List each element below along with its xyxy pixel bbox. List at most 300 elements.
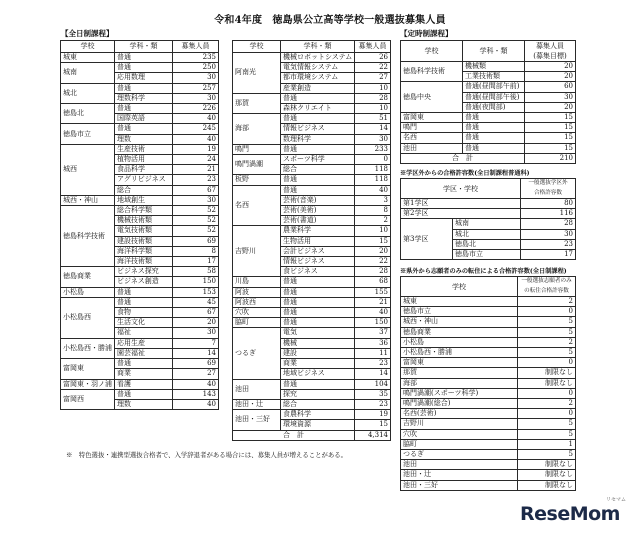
count-cell: 40	[355, 185, 391, 195]
dept-cell: 普通	[281, 185, 355, 195]
table-row	[233, 53, 391, 63]
table-row	[401, 337, 576, 347]
header-dept: 学科・類	[115, 41, 173, 53]
out-of-prefecture-body	[401, 297, 576, 491]
dept-cell: 森林クリエイト	[281, 104, 355, 114]
table-row	[61, 287, 219, 297]
count-cell: 11	[355, 348, 391, 358]
school-cell: 小松島	[401, 337, 518, 347]
count-cell: 26	[355, 53, 391, 63]
dept-cell: 食物	[115, 308, 173, 318]
dept-cell: 環境資源	[281, 420, 355, 430]
school-cell: 徳島科学技術	[401, 62, 463, 82]
count-cell: 155	[355, 287, 391, 297]
table-row	[233, 318, 391, 328]
count-cell: 68	[355, 277, 391, 287]
school-cell: 富岡東	[61, 359, 115, 379]
school-cell: 池田	[401, 460, 518, 470]
count-cell: 35	[355, 389, 391, 399]
dept-cell: 普通	[115, 359, 173, 369]
dept-cell: 生活文化	[115, 318, 173, 328]
dept-cell: 福祉	[115, 328, 173, 338]
table-row	[401, 378, 576, 388]
count-cell: 0	[355, 155, 391, 165]
table-row	[61, 104, 219, 114]
school-cell: 富岡東・羽ノ浦	[61, 379, 115, 389]
dept-cell: 芸術(音楽)	[281, 195, 355, 205]
header-school: 学校	[401, 277, 518, 297]
dept-cell: 海洋技術類	[115, 257, 173, 267]
dept-cell: 芸術(美術)	[281, 206, 355, 216]
school-cell: 徳島商業	[401, 327, 518, 337]
table-row	[401, 219, 576, 229]
total-value: 210	[525, 153, 576, 163]
count-cell: 22	[355, 63, 391, 73]
total-label: 合 計	[401, 153, 525, 163]
header-count	[518, 277, 576, 297]
header-dept: 学科・類	[463, 41, 525, 62]
dept-cell: 農業科学	[281, 226, 355, 236]
table-row	[61, 338, 219, 348]
dept-cell: 会計ビジネス	[281, 246, 355, 256]
school-cell: 徳島科学技術	[61, 206, 115, 267]
count-cell: 制限なし	[518, 368, 576, 378]
count-cell: 30	[355, 134, 391, 144]
dept-cell: 普通	[281, 93, 355, 103]
school-cell: 吉野川	[233, 226, 281, 277]
count-cell: 15	[525, 113, 576, 123]
school-cell: 海部	[401, 378, 518, 388]
dept-cell: 電気	[281, 328, 355, 338]
table-row	[401, 199, 576, 209]
table-row	[61, 63, 219, 73]
count-cell: 23	[521, 239, 576, 249]
table-row	[61, 267, 219, 277]
school-cell: 那賀	[233, 93, 281, 113]
school-cell: 小松島	[61, 287, 115, 297]
count-cell: 28	[521, 219, 576, 229]
table-row	[401, 348, 576, 358]
count-cell: 52	[173, 216, 219, 226]
count-cell: 40	[173, 379, 219, 389]
count-cell: 0	[518, 307, 576, 317]
school-cell: 徳島市立	[61, 124, 115, 144]
total-value: 4,314	[355, 430, 391, 440]
count-cell: 235	[173, 53, 219, 63]
count-cell: 2	[355, 216, 391, 226]
count-cell: 5	[518, 450, 576, 460]
header-count	[525, 41, 576, 62]
total-label: 合 計	[233, 430, 355, 440]
school-cell: 池田	[233, 379, 281, 399]
count-cell: 116	[521, 209, 576, 219]
logo-subtitle: リセマム	[606, 497, 626, 503]
count-cell: 15	[525, 123, 576, 133]
header-count: 募集人員	[355, 41, 391, 53]
table-row	[233, 226, 391, 236]
full-time-total-body	[233, 430, 391, 440]
count-cell: 51	[355, 114, 391, 124]
school-cell: 富岡西	[61, 389, 115, 409]
table-row	[401, 113, 576, 123]
count-cell: 5	[518, 429, 576, 439]
count-cell: 28	[355, 267, 391, 277]
district-cell: 第1学区	[401, 199, 521, 209]
table-row	[401, 297, 576, 307]
count-cell: 1	[518, 439, 576, 449]
count-cell: 23	[355, 359, 391, 369]
table-row	[233, 155, 391, 165]
dept-cell: 普通	[281, 175, 355, 185]
school-cell: 池田・三好	[233, 410, 281, 430]
school-cell: つるぎ	[401, 450, 518, 460]
count-cell: 14	[355, 369, 391, 379]
count-cell: 67	[173, 308, 219, 318]
dept-cell: スポーツ科学	[281, 155, 355, 165]
count-cell: 17	[173, 257, 219, 267]
count-cell: 14	[355, 124, 391, 134]
school-cell: 鳴門	[233, 144, 281, 154]
school-cell: 穴吹	[233, 308, 281, 318]
header-school: 学校	[233, 41, 281, 53]
dept-cell: 地域創生	[115, 195, 173, 205]
count-cell: 27	[355, 73, 391, 83]
dept-cell: 商業	[115, 369, 173, 379]
count-cell: 36	[355, 338, 391, 348]
dept-cell: 工業技術類	[463, 72, 525, 82]
count-cell: 153	[173, 287, 219, 297]
school-cell: 池田・三好	[401, 480, 518, 490]
school-cell: 阿波	[233, 287, 281, 297]
count-cell: 15	[355, 420, 391, 430]
footnote: ※ 特色選抜・連携型選抜合格者で、入学辞退者がある場合には、募集人員が増えることがある。	[66, 451, 348, 459]
dept-cell: 機械類	[463, 62, 525, 72]
school-cell: 鳴門渦潮(総合)	[401, 399, 518, 409]
table-row	[401, 209, 576, 219]
table-row	[61, 389, 219, 399]
school-cell: 小松島西・勝浦	[61, 338, 115, 358]
school-cell: 徳島中央	[401, 82, 463, 113]
count-cell: 21	[355, 297, 391, 307]
dept-cell: 普通	[463, 143, 525, 153]
dept-cell: 普通(昼間部午後)	[463, 92, 525, 102]
dept-cell: 機械技術類	[115, 216, 173, 226]
dept-cell: 機械ロボットシステム	[281, 53, 355, 63]
table-header-row	[401, 277, 576, 297]
dept-cell: 情報ビジネス	[281, 257, 355, 267]
table-row	[401, 419, 576, 429]
part-time-table	[400, 40, 576, 164]
school-cell: 池田	[401, 143, 463, 153]
count-cell: 30	[173, 195, 219, 205]
school-cell: 城北	[453, 229, 521, 239]
table-row	[401, 439, 576, 449]
school-cell: 池田・辻	[233, 399, 281, 409]
dept-cell: 普通	[115, 83, 173, 93]
table-row	[233, 287, 391, 297]
count-cell: 143	[173, 389, 219, 399]
table-row	[401, 368, 576, 378]
count-cell: 40	[173, 399, 219, 409]
table-row	[61, 83, 219, 93]
count-cell: 10	[355, 226, 391, 236]
count-cell: 15	[355, 236, 391, 246]
full-time-table-left	[60, 40, 219, 410]
logo-text: ReseMom	[520, 503, 620, 525]
count-cell: 104	[355, 379, 391, 389]
table-header-row	[401, 41, 576, 62]
dept-cell: 情報ビジネス	[281, 124, 355, 134]
table-row	[401, 62, 576, 72]
table-row	[401, 307, 576, 317]
table-row	[401, 470, 576, 480]
count-cell: 20	[355, 246, 391, 256]
header-count	[521, 179, 576, 199]
header-count-line2: (募集目標)	[533, 52, 567, 60]
count-cell: 40	[173, 114, 219, 124]
count-cell: 37	[355, 328, 391, 338]
table-header-row	[61, 41, 219, 53]
dept-cell: 理数	[115, 399, 173, 409]
total-row	[401, 153, 576, 163]
school-cell: 脇町	[401, 439, 518, 449]
dept-cell: 普通	[463, 133, 525, 143]
dept-cell: 普通	[281, 308, 355, 318]
count-cell: 67	[173, 185, 219, 195]
count-cell: 2	[518, 297, 576, 307]
dept-cell: 普通	[115, 297, 173, 307]
count-cell: 8	[173, 246, 219, 256]
dept-cell: 芸術(書道)	[281, 216, 355, 226]
count-cell: 20	[525, 62, 576, 72]
table-row	[61, 359, 219, 369]
school-cell: 城西・神山	[401, 317, 518, 327]
count-cell: 150	[173, 277, 219, 287]
dept-cell: 国際英語	[115, 114, 173, 124]
dept-cell: 生産技術	[115, 144, 173, 154]
school-cell: つるぎ	[233, 328, 281, 379]
table-row	[233, 410, 391, 420]
count-cell: 40	[173, 134, 219, 144]
count-cell: 60	[525, 82, 576, 92]
dept-cell: ビジネス創造	[115, 277, 173, 287]
school-cell: 阿波西	[233, 297, 281, 307]
dept-cell: 普通	[115, 124, 173, 134]
dept-cell: 海洋科学類	[115, 246, 173, 256]
dept-cell: 普通	[115, 389, 173, 399]
count-cell: 制限なし	[518, 378, 576, 388]
school-cell: 名西(芸術)	[401, 409, 518, 419]
table-row	[61, 53, 219, 63]
count-cell: 226	[173, 104, 219, 114]
school-cell: 那賀	[401, 368, 518, 378]
dept-cell: 普通	[463, 123, 525, 133]
out-of-district-note: ※学区外からの合格許容数(全日制課程普通科)	[400, 170, 530, 177]
full-time-label: 【全日制課程】	[61, 29, 114, 38]
page-title: 令和4年度 徳島県公立高等学校一般選抜募集人員	[214, 15, 446, 26]
dept-cell: 応用生産	[115, 338, 173, 348]
count-cell: 10	[355, 83, 391, 93]
dept-cell: 食農科学	[281, 410, 355, 420]
school-cell: 鳴門渦潮(スポーツ科学)	[401, 388, 518, 398]
count-cell: 233	[355, 144, 391, 154]
table-row	[233, 277, 391, 287]
dept-cell: 園芸福祉	[115, 348, 173, 358]
dept-cell: 探究	[281, 389, 355, 399]
count-cell: 52	[173, 226, 219, 236]
table-row	[233, 175, 391, 185]
school-cell: 城南	[453, 219, 521, 229]
count-cell: 58	[173, 267, 219, 277]
school-cell: 城東	[401, 297, 518, 307]
count-cell: 制限なし	[518, 470, 576, 480]
school-cell: 徳島市立	[401, 307, 518, 317]
dept-cell: 食ビジネス	[281, 267, 355, 277]
table-row	[233, 114, 391, 124]
count-cell: 69	[173, 359, 219, 369]
dept-cell: 普通	[463, 113, 525, 123]
count-cell: 20	[525, 72, 576, 82]
table-row	[61, 195, 219, 205]
count-cell: 30	[525, 92, 576, 102]
part-time-total-body	[401, 153, 576, 163]
school-cell: 徳島市立	[453, 250, 521, 260]
table-row	[401, 317, 576, 327]
dept-cell: 普通	[281, 114, 355, 124]
count-cell: 2	[518, 399, 576, 409]
dept-cell: 電気技術類	[115, 226, 173, 236]
count-cell: 5	[518, 327, 576, 337]
school-cell: 鳴門	[401, 123, 463, 133]
dept-cell: 総合	[281, 165, 355, 175]
count-cell: 制限なし	[518, 460, 576, 470]
school-cell: 富岡東	[401, 358, 518, 368]
dept-cell: 理数	[115, 134, 173, 144]
dept-cell: 普通(昼間部午前)	[463, 82, 525, 92]
dept-cell: 普通	[281, 144, 355, 154]
dept-cell: 数理科学	[281, 134, 355, 144]
school-cell: 川島	[233, 277, 281, 287]
count-cell: 15	[525, 133, 576, 143]
count-cell: 5	[518, 419, 576, 429]
table-row	[233, 379, 391, 389]
school-cell: 城北	[61, 83, 115, 103]
count-cell: 245	[173, 124, 219, 134]
count-cell: 23	[355, 399, 391, 409]
count-cell: 2	[518, 337, 576, 347]
school-cell: 名西	[401, 133, 463, 143]
table-row	[401, 82, 576, 92]
school-cell: 富岡東	[401, 113, 463, 123]
count-cell: 17	[521, 250, 576, 260]
dept-cell: 普通(夜間部)	[463, 102, 525, 112]
dept-cell: 産業創造	[281, 83, 355, 93]
count-cell: 10	[355, 104, 391, 114]
table-header-row	[233, 41, 391, 53]
school-cell: 海部	[233, 114, 281, 145]
table-row	[401, 480, 576, 490]
count-cell: 150	[355, 318, 391, 328]
count-cell: 23	[173, 175, 219, 185]
table-row	[61, 379, 219, 389]
header-count-line2: の転住合格許容数	[524, 287, 569, 294]
count-cell: 3	[355, 195, 391, 205]
dept-cell: 普通	[281, 318, 355, 328]
header-count-line2: 合格許容数	[534, 189, 562, 196]
table-row	[401, 358, 576, 368]
count-cell: 0	[518, 388, 576, 398]
table-row	[401, 123, 576, 133]
out-of-prefecture-note: ※県外から志願者のみの転住による合格許容数(全日制課程)	[400, 268, 567, 275]
table-row	[61, 297, 219, 307]
count-cell: 80	[521, 199, 576, 209]
dept-cell: 応用数理	[115, 73, 173, 83]
table-row	[401, 327, 576, 337]
header-school: 学校	[61, 41, 115, 53]
dept-cell: 普通	[115, 104, 173, 114]
school-cell: 池田・辻	[401, 470, 518, 480]
count-cell: 5	[518, 317, 576, 327]
dept-cell: 建設技術類	[115, 236, 173, 246]
count-cell: 15	[525, 143, 576, 153]
table-row	[233, 308, 391, 318]
school-cell: 徳島商業	[61, 267, 115, 287]
header-district: 学区・学校	[401, 179, 521, 199]
school-cell: 徳島北	[61, 104, 115, 124]
dept-cell: 食品科学	[115, 165, 173, 175]
table-row	[233, 399, 391, 409]
dept-cell: 建設	[281, 348, 355, 358]
header-dept: 学科・類	[281, 41, 355, 53]
full-time-left-body	[61, 53, 219, 410]
count-cell: 8	[355, 206, 391, 216]
dept-cell: 普通	[115, 63, 173, 73]
count-cell: 24	[173, 155, 219, 165]
school-cell: 板野	[233, 175, 281, 185]
header-count-line1: 募集人員	[536, 42, 564, 50]
school-cell: 城西	[61, 144, 115, 195]
table-row	[233, 144, 391, 154]
count-cell: 40	[355, 308, 391, 318]
dept-cell: 普通	[281, 277, 355, 287]
dept-cell: 理数科学	[115, 93, 173, 103]
count-cell: 5	[518, 348, 576, 358]
count-cell: 21	[173, 165, 219, 175]
table-row	[401, 399, 576, 409]
dept-cell: 普通	[115, 287, 173, 297]
count-cell: 45	[173, 297, 219, 307]
school-cell: 吉野川	[401, 419, 518, 429]
count-cell: 制限なし	[518, 480, 576, 490]
dept-cell: 普通	[281, 287, 355, 297]
count-cell: 250	[173, 63, 219, 73]
table-row	[401, 450, 576, 460]
dept-cell: 電気情報システム	[281, 63, 355, 73]
table-row	[401, 460, 576, 470]
dept-cell: 総合科学類	[115, 206, 173, 216]
dept-cell: 地域ビジネス	[281, 369, 355, 379]
school-cell: 城南	[61, 63, 115, 83]
full-time-table-mid	[232, 40, 391, 441]
dept-cell: 機械	[281, 338, 355, 348]
dept-cell: 普通	[281, 297, 355, 307]
dept-cell: 商業	[281, 359, 355, 369]
table-row	[233, 93, 391, 103]
full-time-mid-body	[233, 53, 391, 431]
count-cell: 30	[173, 93, 219, 103]
dept-cell: 生物活用	[281, 236, 355, 246]
total-row	[233, 430, 391, 440]
